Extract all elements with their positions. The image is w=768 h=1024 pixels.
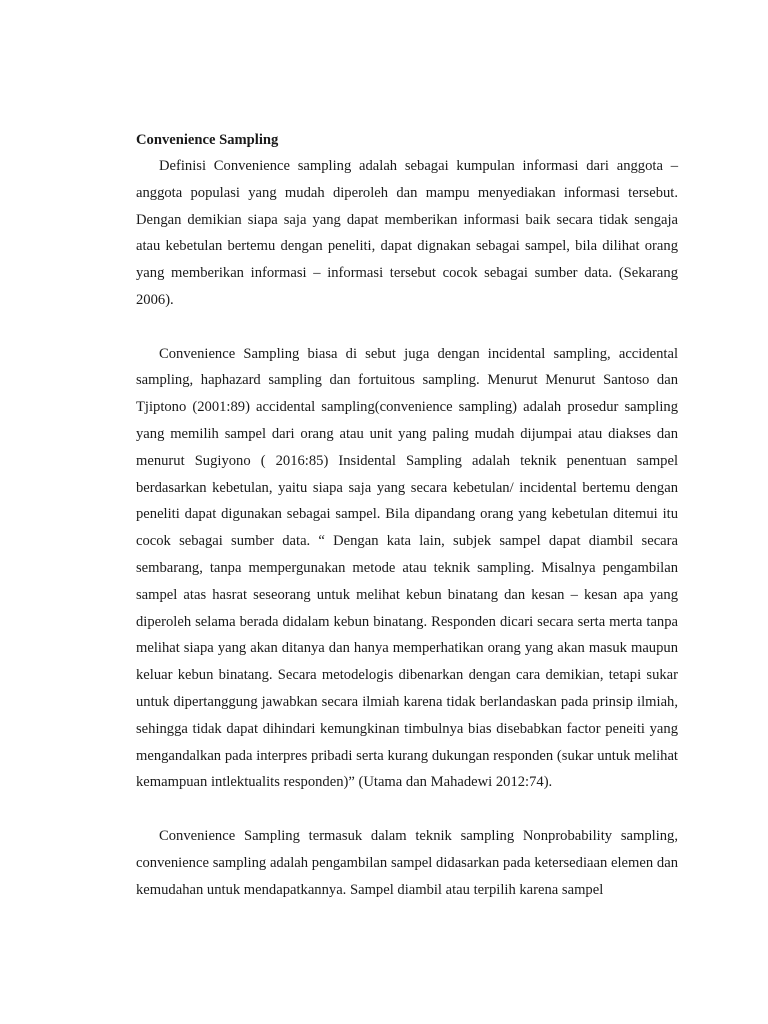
paragraph-spacer: [136, 314, 678, 341]
document-body: [136, 130, 678, 903]
paragraph-definition: Definisi Convenience sampling adalah sebagai kumpulan informasi dari anggota – anggota populasi yang mudah diperoleh dan mampu menyediakan informasi tersebut. Dengan demikian siapa saja yang dapat memberikan informasi baik secara tidak sengaja atau kebetulan bertemu dengan peneliti, dapat dignakan sebagai sampel, bila dilihat orang yang memberikan informasi – informasi tersebut cocok sebagai sumber data. (Sekarang 2006).: [136, 158, 678, 308]
paragraph-incidental-sampling: Convenience Sampling biasa di sebut juga dengan incidental sampling, accidental sampling, haphazard sampling dan fortuitous sampling. Menurut Menurut Santoso dan Tjiptono (2001:89) accidental sampling(convenience sampling) adalah prosedur sampling yang memilih sampel dari orang atau unit yang paling mudah dijumpai atau diakses dan menurut Sugiyono ( 2016:85) Insidental Sampling adalah teknik penentuan sampel berdasarkan kebetulan, yaitu siapa saja yang secara kebetulan/ incidental bertemu dengan peneliti dapat digunakan sebagai sampel. Bila dipandang orang yang kebetulan ditemui itu cocok sebagai sumber data. “ Dengan kata lain, subjek sampel dapat diambil secara sembarang, tanpa mempergunakan metode atau teknik sampling. Misalnya pengambilan sampel atas hasrat seseorang untuk melihat kebun binatang dan kesan – kesan apa yang diperoleh selama berada didalam kebun binatang. Responden dicari secara serta merta tanpa melihat siapa yang akan ditanya dan hanya memperhatikan orang yang akan masuk maupun keluar kebun binatang. Secara metodelogis dibenarkan dengan cara demikian, tetapi sukar untuk dipertanggung jawabkan secara ilmiah karena tidak berlandaskan pada prinsip ilmiah, sehingga tidak dapat dihindari kemungkinan timbulnya bias disebabkan factor peneiti yang mengandalkan pada interpres pribadi serta kurang dukungan responden (sukar untuk melihat kemampuan intlektualits responden)” (Utama dan Mahadewi 2012:74).: [136, 345, 678, 791]
paragraph-nonprobability: Convenience Sampling termasuk dalam teknik sampling Nonprobability sampling, convenience sampling adalah pengambilan sampel didasarkan pada ketersediaan elemen dan kemudahan untuk mendapatkannya. Sampel diambil atau terpilih karena sampel: [136, 827, 678, 898]
paragraph-spacer: [136, 796, 678, 823]
section-heading: Convenience Sampling: [136, 132, 279, 148]
